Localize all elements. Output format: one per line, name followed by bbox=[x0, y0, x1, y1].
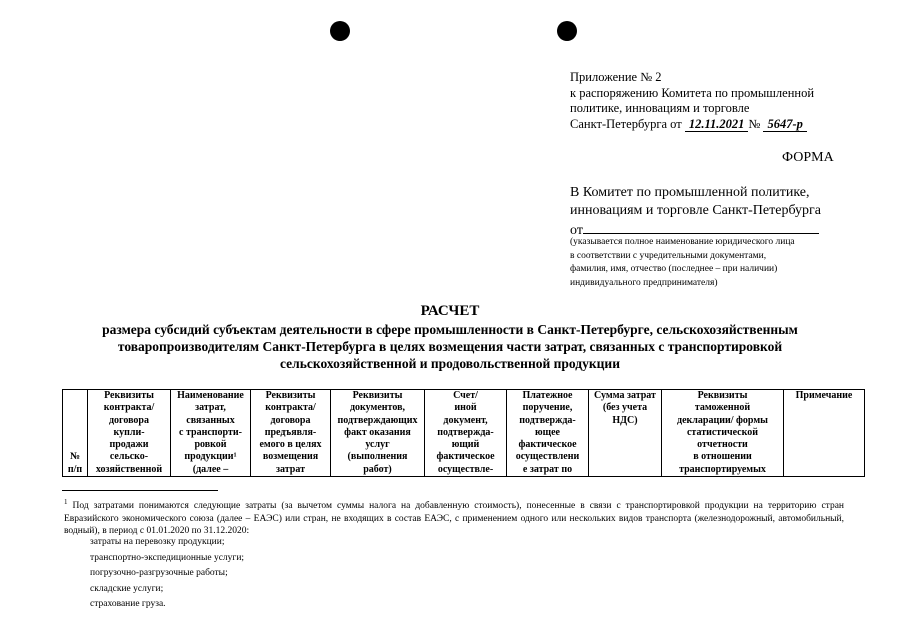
table-header-cell bbox=[507, 390, 589, 477]
appendix-line: Приложение № 2 bbox=[570, 70, 662, 84]
from-label: от bbox=[570, 223, 583, 238]
recipient-hint bbox=[570, 236, 795, 290]
header-cell-line: купли- bbox=[113, 426, 145, 438]
header-cell-line: ющее bbox=[535, 426, 560, 438]
recipient-line: инновациям и торговле Санкт-Петербурга bbox=[570, 203, 821, 218]
header-cell-line: хозяйственной bbox=[95, 463, 163, 475]
table-header-cell bbox=[425, 390, 507, 477]
punch-hole-right bbox=[557, 21, 577, 41]
footnote-separator bbox=[62, 490, 218, 491]
header-cell-line: осуществле- bbox=[437, 463, 494, 475]
header-cell-line: е затрат по bbox=[522, 463, 573, 475]
header-cell-line: контракта/ bbox=[103, 402, 155, 414]
header-cell-line: отчетности bbox=[697, 439, 748, 451]
appendix-line-prefix: Санкт-Петербурга от bbox=[570, 116, 682, 131]
handwritten-date: 12.11.2021 bbox=[685, 118, 749, 132]
table-header-cell bbox=[331, 390, 425, 477]
header-cell-line: подтвержда- bbox=[519, 414, 576, 426]
footnote-item: складские услуги; bbox=[90, 583, 164, 594]
header-cell-line: документов, bbox=[350, 402, 405, 414]
footnote-items bbox=[90, 535, 244, 613]
header-cell-line: Реквизиты bbox=[697, 390, 748, 401]
header-cell-line: статистической bbox=[686, 426, 759, 438]
punch-hole-left bbox=[330, 21, 350, 41]
header-cell-line: в отношении bbox=[693, 451, 752, 463]
header-cell-line: подтвержда- bbox=[437, 426, 494, 438]
header-cell-line: продажи bbox=[109, 439, 149, 451]
header-cell-line: работ) bbox=[363, 463, 392, 475]
number-label: № bbox=[748, 116, 761, 131]
hint-line: фамилия, имя, отчество (последнее – при наличии) bbox=[570, 264, 778, 274]
hint-line: индивидуального предпринимателя) bbox=[570, 277, 718, 288]
header-cell-line: Реквизиты bbox=[104, 390, 154, 401]
table-header-cell bbox=[784, 390, 865, 477]
header-cell-line: подтверждающих bbox=[337, 414, 418, 426]
header-cell-line: факт оказания bbox=[344, 426, 411, 438]
header-cell-line: Реквизиты bbox=[265, 390, 316, 401]
header-cell-line: затрат bbox=[275, 463, 305, 475]
header-cell-line: п/п bbox=[67, 463, 83, 475]
header-cell-line: транспортируемых bbox=[679, 463, 766, 475]
header-cell-line: емого в целях bbox=[259, 439, 322, 451]
footnote-text: Под затратами понимаются следующие затраты (за вычетом суммы налога на добавленную стоимость), понесенные в связи с транспортировкой продукции на территорию стран Евразийского экономического союза (далее – ЕАЭС) или стран, не входящих в состав ЕАЭС, с применением одного или нескольких видов транспорта (железнодорожный, автомобильный, водный), в период с 01.01.2020 по 31.12.2020: bbox=[64, 501, 845, 537]
header-cell-line: (без учета bbox=[602, 402, 648, 414]
document-title: РАСЧЕТ bbox=[420, 303, 480, 319]
header-cell-line: фактическое bbox=[436, 451, 495, 463]
table-header-cell bbox=[251, 390, 331, 477]
header-cell-line: Примечание bbox=[795, 390, 853, 401]
appendix-line: к распоряжению Комитета по промышленной bbox=[570, 85, 815, 100]
footnote-item: погрузочно-разгрузочные работы; bbox=[90, 568, 228, 578]
handwritten-number: 5647-р bbox=[763, 118, 806, 132]
header-cell-line: возмещения bbox=[262, 451, 319, 463]
hint-line: (указывается полное наименование юридического лица bbox=[570, 237, 795, 247]
footnote-item: страхование груза. bbox=[90, 599, 166, 609]
header-cell-line: с транспорти- bbox=[179, 426, 242, 438]
recipient-line: В Комитет по промышленной политике, bbox=[570, 185, 810, 200]
header-cell-line: ровкой bbox=[194, 439, 227, 451]
header-cell-line: Сумма затрат bbox=[594, 390, 656, 401]
table-header-cell bbox=[589, 390, 662, 477]
hint-line: в соответствии с учредительными документами, bbox=[570, 250, 767, 261]
form-label: ФОРМА bbox=[782, 150, 834, 165]
table-header-cell bbox=[63, 390, 88, 477]
footnote-item: затраты на перевозку продукции; bbox=[90, 537, 225, 547]
header-cell-line: (далее – bbox=[192, 463, 229, 475]
header-cell-line: НДС) bbox=[612, 414, 638, 426]
header-cell-line: иной bbox=[454, 402, 477, 414]
appendix-header bbox=[570, 70, 814, 132]
appendix-line: политике, инновациям и торговле bbox=[570, 101, 750, 115]
header-cell-line: договора bbox=[109, 414, 149, 426]
header-cell-line: Реквизиты bbox=[352, 390, 403, 401]
footnote-item: транспортно-экспедиционные услуги; bbox=[90, 552, 245, 563]
header-cell-line: связанных bbox=[186, 414, 235, 426]
table-header-cell bbox=[662, 390, 784, 477]
header-cell-line: таможенной bbox=[694, 402, 751, 414]
recipient-block bbox=[570, 184, 821, 240]
header-cell-line: осуществлени bbox=[515, 451, 580, 463]
header-cell-line: документ, bbox=[443, 414, 488, 426]
header-cell-line: ющий bbox=[451, 439, 480, 451]
header-cell-line: (выполнения bbox=[347, 451, 408, 463]
table-header-cell bbox=[88, 390, 171, 477]
header-cell-line: поручение, bbox=[522, 402, 573, 414]
table-header-row bbox=[63, 390, 865, 477]
header-cell-line: Счет/ bbox=[453, 390, 478, 401]
document-subtitle: размера субсидий субъектам деятельности в сфере промышленности в Санкт-Петербурге, сельскохозяйственным товаропроизводителям Санкт-Петербурга в целях возмещения части затрат, связанных с транспортировкой сельскохозяйственной и продовольственной продукции bbox=[102, 322, 798, 371]
header-cell-line: контракта/ bbox=[265, 402, 316, 414]
calculation-table bbox=[62, 389, 865, 477]
header-cell-line: Наименование bbox=[177, 390, 244, 401]
header-cell-line: продукции¹ bbox=[184, 451, 237, 463]
header-cell-line: декларации/ формы bbox=[677, 414, 768, 426]
header-cell-line: затрат, bbox=[195, 402, 226, 414]
header-cell-line: Платежное bbox=[522, 390, 573, 401]
header-cell-line: предъявля- bbox=[264, 426, 317, 438]
header-cell-line: сельско- bbox=[109, 451, 149, 463]
table-header-cell bbox=[171, 390, 251, 477]
from-blank-line bbox=[583, 220, 819, 234]
header-cell-line: услуг bbox=[365, 439, 390, 451]
appendix-date-line bbox=[570, 117, 814, 133]
header-cell-line: № bbox=[69, 451, 81, 463]
header-cell-line: договора bbox=[270, 414, 311, 426]
header-cell-line: фактическое bbox=[518, 439, 577, 451]
footnote-mark: 1 bbox=[64, 498, 68, 506]
footnote bbox=[64, 496, 844, 538]
